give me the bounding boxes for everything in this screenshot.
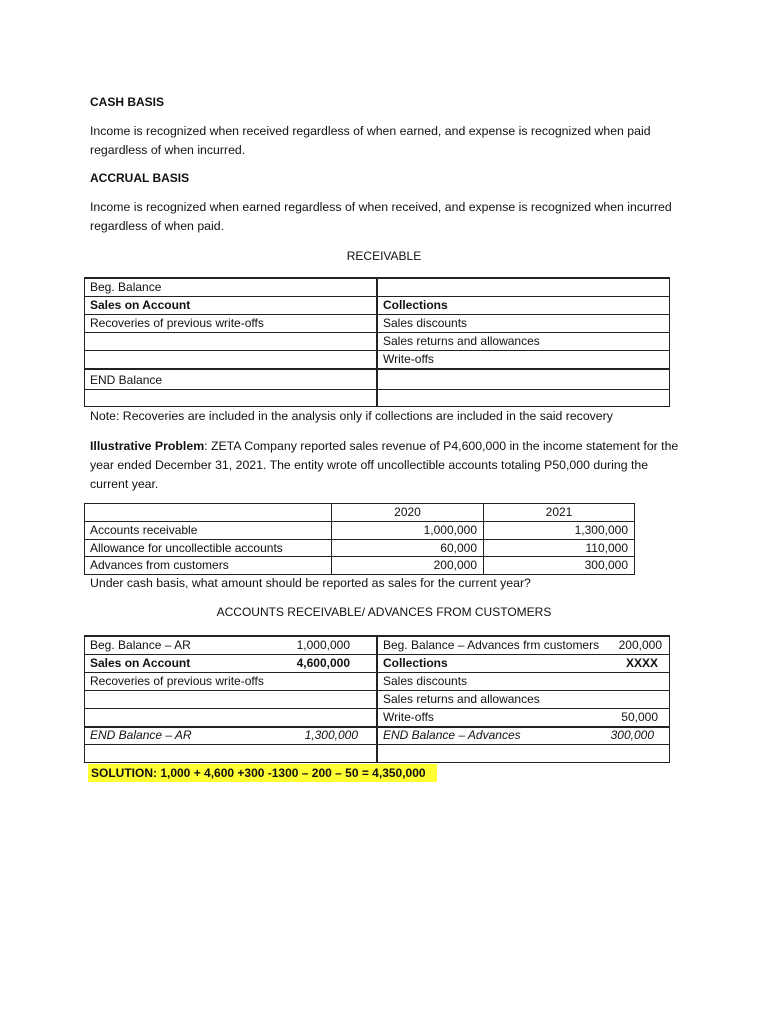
receivable-collections: Collections <box>383 298 448 312</box>
advances-2020: 200,000 <box>433 558 477 572</box>
ar-advances-title: ACCOUNTS RECEIVABLE/ ADVANCES FROM CUSTOMERS <box>216 605 552 619</box>
recoveries-note: Note: Recoveries are included in the analysis only if collections are included in the said recovery <box>90 409 613 423</box>
receivable-end-balance: END Balance <box>90 373 163 387</box>
sales-on-account-label: Sales on Account <box>90 656 191 670</box>
end-balance-ar-label: END Balance – AR <box>90 728 192 742</box>
collections-value: XXXX <box>625 656 658 670</box>
receivable-write-offs: Write-offs <box>383 352 434 366</box>
beg-balance-advances-label: Beg. Balance – Advances frm customers <box>383 638 600 652</box>
year-2021-header: 2021 <box>545 505 573 519</box>
cash-basis-text: Income is recognized when received regardless of when earned, and expense is recognized when paid regardless of when incurred. <box>90 124 651 157</box>
allowance-2021: 110,000 <box>585 541 628 555</box>
advances-2021: 300,000 <box>584 558 628 572</box>
end-balance-advances-label: END Balance – Advances <box>383 728 521 742</box>
beg-balance-advances-value: 200,000 <box>618 638 662 652</box>
accrual-basis-text: Income is recognized when earned regardless of when received, and expense is recognized when incurred regardless of when paid. <box>90 200 672 233</box>
advances-label: Advances from customers <box>90 558 229 572</box>
beg-balance-ar-value: 1,000,000 <box>296 638 350 652</box>
receivable-beg-balance: Beg. Balance <box>90 280 162 294</box>
year-2020-header: 2020 <box>394 505 421 519</box>
collections-label: Collections <box>383 656 448 670</box>
accounts-receivable-2020: 1,000,000 <box>423 523 477 537</box>
solution-text: SOLUTION: 1,000 + 4,600 +300 -1300 – 200 – 50 = 4,350,000 <box>91 766 426 780</box>
receivable-sales-returns: Sales returns and allowances <box>383 334 540 348</box>
accounts-receivable-label: Accounts receivable <box>90 523 198 537</box>
accrual-basis-heading: ACCRUAL BASIS <box>90 171 190 185</box>
allowance-2020: 60,000 <box>440 541 477 555</box>
end-balance-ar-value: 1,300,000 <box>304 728 358 742</box>
illustrative-problem <box>90 437 680 494</box>
receivable-recoveries: Recoveries of previous write-offs <box>90 316 264 330</box>
accounts-receivable-2021: 1,300,000 <box>574 523 628 537</box>
allowance-label: Allowance for uncollectible accounts <box>90 541 283 555</box>
beg-balance-ar-label: Beg. Balance – AR <box>90 638 191 652</box>
problem-text: : ZETA Company reported sales revenue of P4,600,000 in the income statement for the year ended December 31, 2021. The entity wrote off uncollectible accounts totaling P50,000 during the current year. <box>90 439 679 491</box>
recoveries-label: Recoveries of previous write-offs <box>90 674 264 688</box>
end-balance-advances-value: 300,000 <box>610 728 654 742</box>
question: Under cash basis, what amount should be reported as sales for the current year? <box>90 576 531 590</box>
receivable-sales-discounts: Sales discounts <box>383 316 468 330</box>
write-offs-label: Write-offs <box>383 710 434 724</box>
problem-label: Illustrative Problem <box>90 439 205 453</box>
write-offs-value: 50,000 <box>621 710 658 724</box>
sales-on-account-value: 4,600,000 <box>296 656 350 670</box>
cash-basis-heading: CASH BASIS <box>90 95 165 109</box>
sales-returns-label: Sales returns and allowances <box>383 692 540 706</box>
receivable-title: RECEIVABLE <box>346 249 422 263</box>
receivable-sales-on-account: Sales on Account <box>90 298 191 312</box>
sales-discounts-label: Sales discounts <box>383 674 468 688</box>
